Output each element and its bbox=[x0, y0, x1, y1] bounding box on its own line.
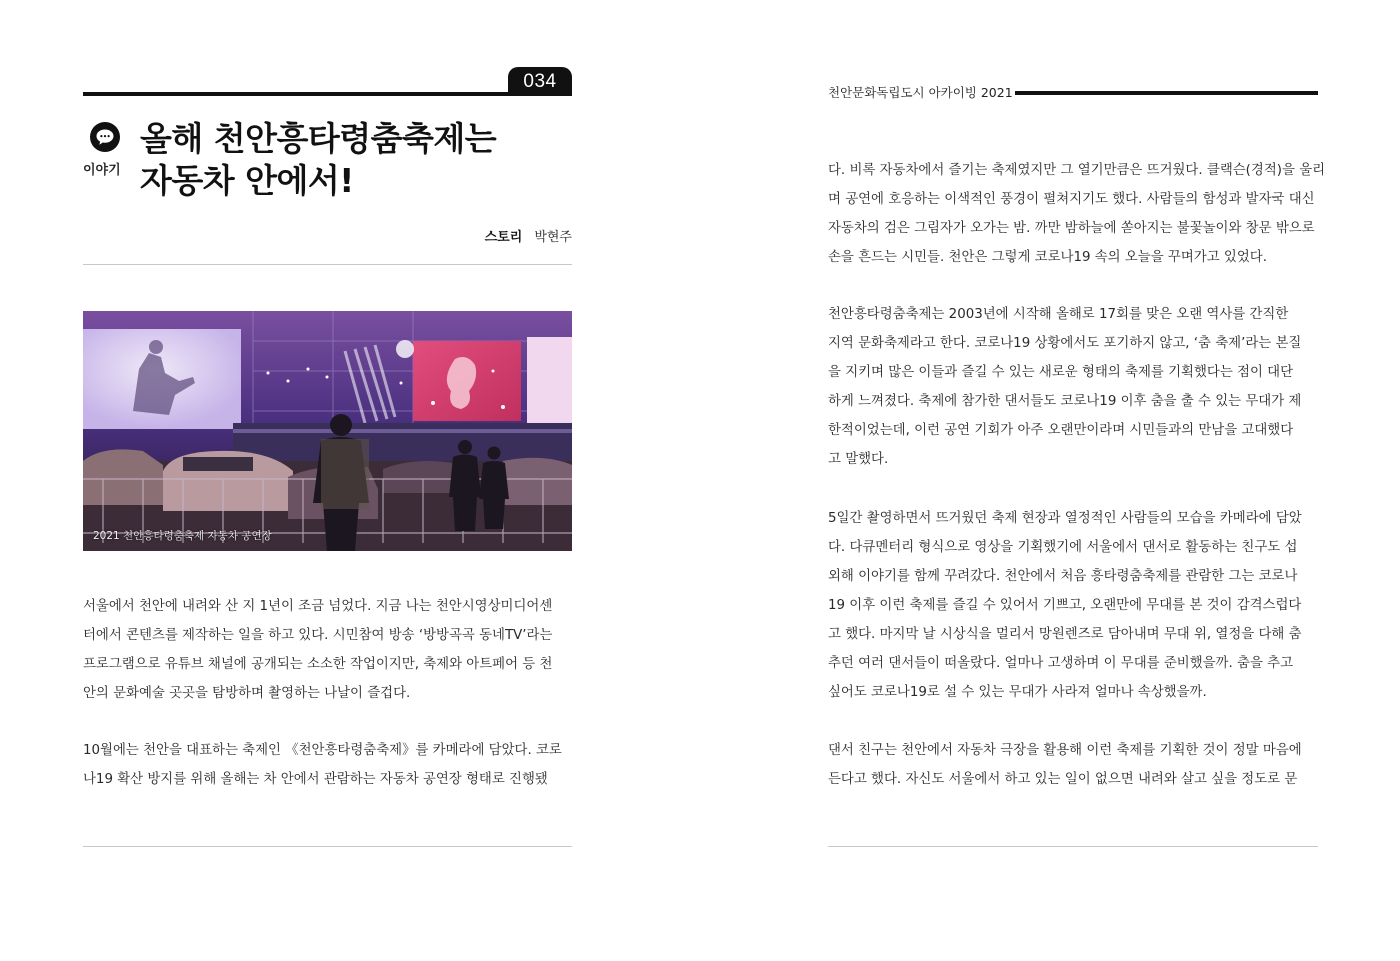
article-title bbox=[140, 118, 570, 202]
body-paragraph bbox=[828, 736, 1302, 794]
text-line: 서울에서 천안에 내려와 산 지 1년이 조금 넘었다. 지금 나는 천안시영상미디어센 bbox=[83, 599, 553, 614]
text-line: 며 공연에 호응하는 이색적인 풍경이 펼쳐지기도 했다. 사람들의 함성과 발자국 대신 bbox=[828, 192, 1315, 207]
text-line: 다. 비록 자동차에서 즐기는 축제였지만 그 열기만큼은 뜨거웠다. 클랙슨(경적)을 울리 bbox=[828, 163, 1326, 178]
byline-author: 박현주 bbox=[534, 230, 572, 245]
text-line: 댄서 친구는 천안에서 자동차 극장을 활용해 이런 축제를 기획한 것이 정말 마음에 bbox=[828, 743, 1302, 758]
text-line: 프로그램으로 유튜브 채널에 공개되는 소소한 작업이지만, 축제와 아트페어 등 천 bbox=[83, 657, 553, 672]
text-line: 5일간 촬영하면서 뜨거웠던 축제 현장과 열정적인 사람들의 모습을 카메라에 담았 bbox=[828, 511, 1302, 526]
footer-divider-left bbox=[83, 846, 572, 847]
title-line: 자동차 안에서! bbox=[140, 161, 354, 200]
body-paragraph bbox=[828, 156, 1325, 272]
text-line: 추던 여러 댄서들이 떠올랐다. 얼마나 고생하며 이 무대를 준비했을까. 춤을 추고 bbox=[828, 656, 1294, 671]
category-label: 이야기 bbox=[83, 163, 121, 178]
festival-photo bbox=[83, 311, 572, 551]
body-paragraph bbox=[828, 300, 1301, 474]
text-line: 19 이후 이런 축제를 즐길 수 있어서 기쁘고, 오랜만에 무대를 본 것이 감격스럽다 bbox=[828, 598, 1302, 613]
text-line: 고 말했다. bbox=[828, 452, 889, 467]
text-line: 안의 문화예술 곳곳을 탐방하며 촬영하는 나날이 즐겁다. bbox=[83, 686, 411, 701]
text-line: 자동차의 검은 그림자가 오가는 밤. 까만 밤하늘에 쏟아지는 불꽃놀이와 창문 밖으로 bbox=[828, 221, 1315, 236]
text-line: 지역 문화축제라고 한다. 코로나19 상황에서도 포기하지 않고, ‘춤 축제’라는 본질 bbox=[828, 336, 1302, 351]
photo-caption: 2021 천안흥타령춤축제 자동차 공연장 bbox=[93, 530, 272, 542]
text-line: 고 했다. 마지막 날 시상식을 멀리서 망원렌즈로 담아내며 무대 위, 열정을 다해 춤 bbox=[828, 627, 1302, 642]
text-line: 든다고 했다. 자신도 서울에서 하고 있는 일이 없으면 내려와 살고 싶을 정도로 문 bbox=[828, 772, 1298, 787]
speech-bubble-icon bbox=[90, 122, 120, 152]
footer-divider-right bbox=[828, 846, 1318, 847]
header-rule-right bbox=[1015, 91, 1318, 95]
title-line: 올해 천안흥타령춤축제는 bbox=[140, 119, 497, 158]
text-line: 한적이었는데, 이런 공연 기회가 아주 오랜만이라며 시민들과의 만남을 고대했다 bbox=[828, 423, 1294, 438]
text-line: 하게 느껴졌다. 축제에 참가한 댄서들도 코로나19 이후 춤을 출 수 있는 무대가 제 bbox=[828, 394, 1302, 409]
divider bbox=[83, 264, 572, 265]
header-rule-left bbox=[83, 92, 572, 96]
text-line: 10월에는 천안을 대표하는 축제인 《천안흥타령춤축제》를 카메라에 담았다. 코로 bbox=[83, 743, 562, 758]
text-line: 터에서 콘텐츠를 제작하는 일을 하고 있다. 시민참여 방송 ‘방방곡곡 동네TV’라는 bbox=[83, 628, 553, 643]
text-line: 천안흥타령춤축제는 2003년에 시작해 올해로 17회를 맞은 오랜 역사를 간직한 bbox=[828, 307, 1289, 322]
body-paragraph bbox=[83, 736, 562, 794]
byline-label: 스토리 bbox=[484, 230, 523, 245]
text-line: 을 지키며 많은 이들과 즐길 수 있는 새로운 형태의 축제를 기획했다는 점이 대단 bbox=[828, 365, 1294, 380]
archive-title: 천안문화독립도시 아카이빙 2021 bbox=[828, 85, 1013, 100]
text-line: 싶어도 코로나19로 설 수 있는 무대가 사라져 얼마나 속상했을까. bbox=[828, 685, 1207, 700]
text-line: 외해 이야기를 함께 꾸려갔다. 천안에서 처음 흥타령춤축제를 관람한 그는 코로나 bbox=[828, 569, 1298, 584]
text-line: 손을 흔드는 시민들. 천안은 그렇게 코로나19 속의 오늘을 꾸며가고 있었다. bbox=[828, 250, 1267, 265]
text-line: 다. 다큐멘터리 형식으로 영상을 기획했기에 서울에서 댄서로 활동하는 친구도 섭 bbox=[828, 540, 1298, 555]
text-line: 나19 확산 방지를 위해 올해는 차 안에서 관람하는 자동차 공연장 형태로 진행됐 bbox=[83, 772, 548, 787]
body-paragraph bbox=[828, 504, 1302, 707]
page-number: 034 bbox=[508, 67, 572, 96]
body-paragraph bbox=[83, 592, 552, 708]
byline bbox=[485, 226, 572, 245]
